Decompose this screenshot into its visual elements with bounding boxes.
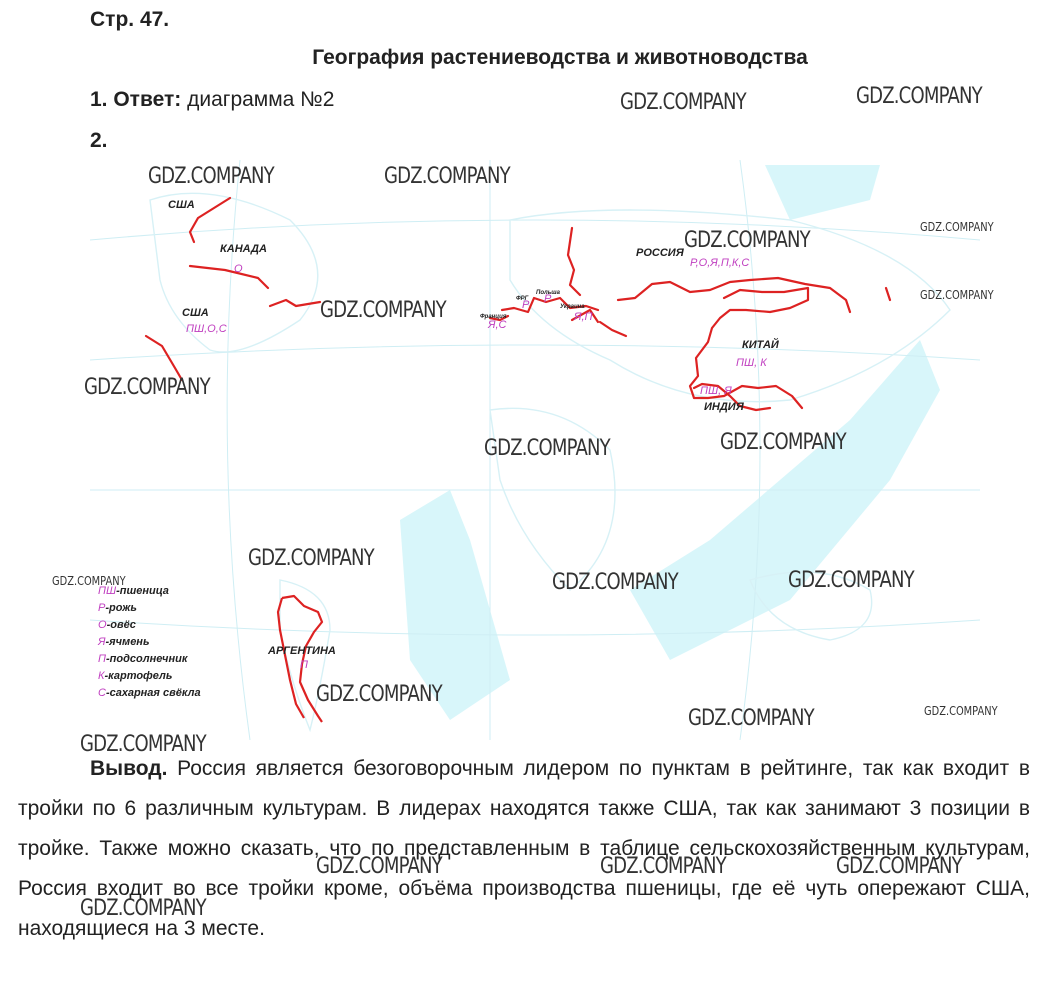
legend-item: ПШ-пшеница bbox=[98, 585, 169, 597]
answer-2-label: 2. bbox=[90, 129, 108, 152]
crops-poland: Р bbox=[544, 293, 552, 305]
watermark: GDZ.COMPANY bbox=[552, 570, 678, 595]
watermark: GDZ.COMPANY bbox=[320, 298, 446, 323]
crops-india: ПШ, Я bbox=[700, 385, 732, 397]
legend-item: К-картофель bbox=[98, 670, 173, 682]
legend-item: П-подсолнечник bbox=[98, 653, 188, 665]
watermark: GDZ.COMPANY bbox=[856, 84, 982, 109]
crops-france: Я,С bbox=[488, 319, 507, 331]
watermark: GDZ.COMPANY bbox=[688, 706, 814, 731]
watermark: GDZ.COMPANY bbox=[52, 574, 126, 588]
label-poland: Польша bbox=[536, 290, 560, 296]
map-legend bbox=[97, 585, 201, 699]
label-canada: КАНАДА bbox=[220, 243, 267, 255]
answer-1-text: диаграмма №2 bbox=[181, 88, 335, 111]
watermark: GDZ.COMPANY bbox=[384, 164, 510, 189]
watermark: GDZ.COMPANY bbox=[600, 854, 726, 879]
legend-item: Р-рожь bbox=[98, 602, 137, 614]
crops-china: ПШ, К bbox=[736, 357, 767, 369]
page-title: География растениеводства и животноводства bbox=[312, 46, 808, 69]
legend-item: Я-ячмень bbox=[98, 636, 150, 648]
page-number: Стр. 47. bbox=[90, 8, 170, 31]
label-argentina: АРГЕНТИНА bbox=[268, 645, 336, 657]
crops-germany: Р bbox=[522, 299, 530, 311]
answer-1 bbox=[90, 88, 334, 112]
label-usa-alaska: США bbox=[168, 199, 195, 211]
watermark: GDZ.COMPANY bbox=[84, 375, 210, 400]
watermark: GDZ.COMPANY bbox=[620, 90, 746, 115]
legend-item: О-овёс bbox=[98, 619, 136, 631]
watermark: GDZ.COMPANY bbox=[836, 854, 962, 879]
label-ukraine: Украина bbox=[560, 304, 585, 310]
label-russia: РОССИЯ bbox=[636, 247, 684, 259]
watermark: GDZ.COMPANY bbox=[80, 732, 206, 757]
crops-canada: О bbox=[234, 263, 243, 275]
label-france: Франция bbox=[480, 314, 507, 320]
watermark: GDZ.COMPANY bbox=[80, 896, 206, 921]
crops-usa: ПШ,О,С bbox=[186, 323, 227, 335]
label-china: КИТАЙ bbox=[742, 339, 779, 351]
crops-russia: Р,О,Я,П,К,С bbox=[690, 257, 750, 269]
watermark: GDZ.COMPANY bbox=[720, 430, 846, 455]
watermark: GDZ.COMPANY bbox=[920, 288, 994, 302]
watermark: GDZ.COMPANY bbox=[684, 228, 810, 253]
watermark: GDZ.COMPANY bbox=[316, 682, 442, 707]
watermark: GDZ.COMPANY bbox=[788, 568, 914, 593]
watermark: GDZ.COMPANY bbox=[924, 704, 998, 718]
watermark: GDZ.COMPANY bbox=[316, 854, 442, 879]
watermark: GDZ.COMPANY bbox=[148, 164, 274, 189]
crops-argentina: П bbox=[300, 659, 308, 671]
watermark: GDZ.COMPANY bbox=[248, 546, 374, 571]
crops-ukraine: Я,П bbox=[574, 311, 593, 323]
label-germany: ФРГ bbox=[516, 296, 529, 302]
conclusion-text: Россия является безоговорочным лидером по пунктам в рейтинге, так как входит в тройки по 6 различным культурам. В лидерах находятся также США, так как занимают 3 позиции в тройке. Также можно сказать, что по представленным в таблице сельскохозяйственным культурам, Россия входит во все тройки кроме, объёма производства пшеницы, где её чуть опережают США, находящиеся на 3 месте. bbox=[18, 757, 1030, 940]
watermark: GDZ.COMPANY bbox=[920, 220, 994, 234]
label-usa: США bbox=[182, 307, 209, 319]
conclusion-label: Вывод. bbox=[90, 757, 168, 780]
answer-1-label: 1. Ответ: bbox=[90, 88, 182, 111]
watermark: GDZ.COMPANY bbox=[484, 436, 610, 461]
legend-item: С-сахарная свёкла bbox=[98, 687, 201, 699]
label-india: ИНДИЯ bbox=[704, 401, 744, 413]
